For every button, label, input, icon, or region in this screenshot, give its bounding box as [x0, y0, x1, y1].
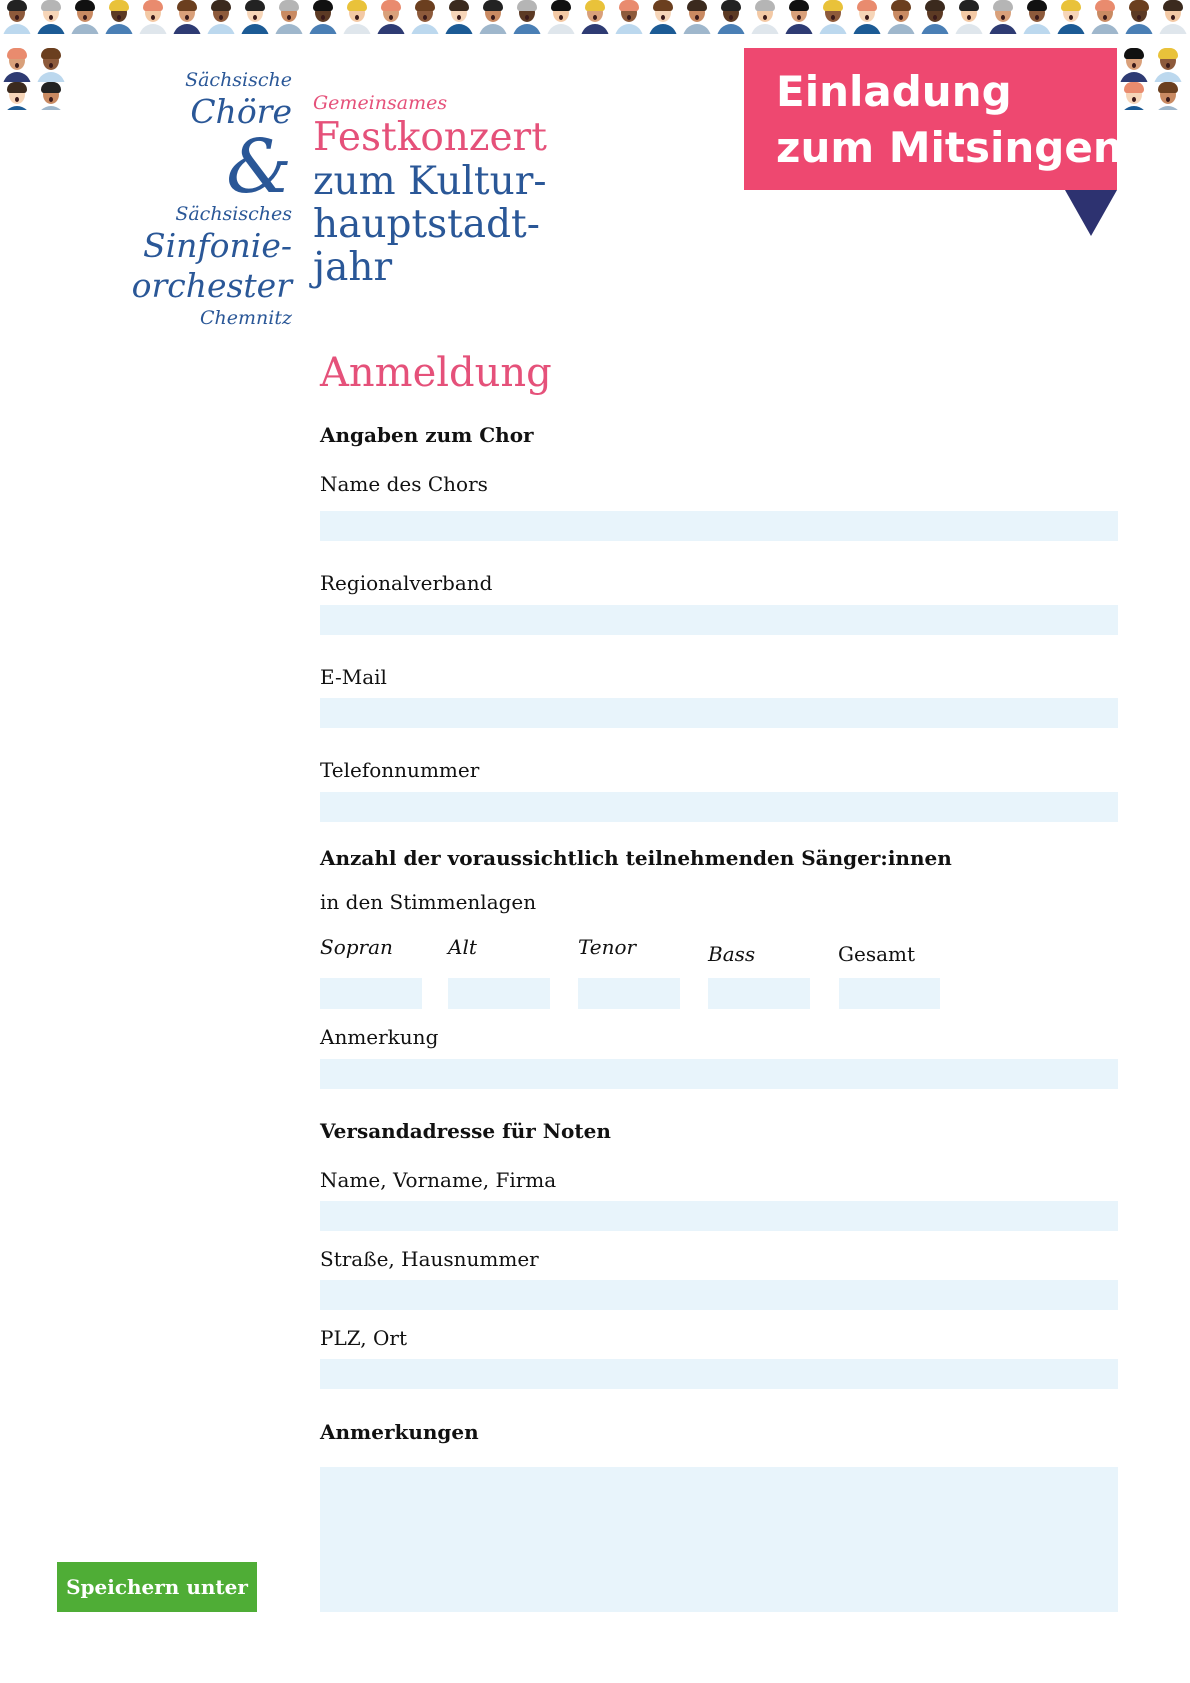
singer-face-icon — [612, 0, 646, 34]
title-line-1: Festkonzert — [313, 115, 547, 160]
singer-face-icon — [1088, 0, 1122, 34]
banner-line-1: Einladung — [776, 67, 1012, 116]
alt-input[interactable] — [448, 978, 550, 1009]
notes-section-heading: Anmerkungen — [320, 1420, 479, 1444]
singers-section-heading: Anzahl der voraussichtlich teilnehmenden Sänger:innen — [320, 846, 952, 870]
address-name-label: Name, Vorname, Firma — [320, 1168, 557, 1192]
phone-label: Telefonnummer — [320, 758, 480, 782]
singer-face-icon — [816, 0, 850, 34]
singer-face-icon — [782, 0, 816, 34]
total-label: Gesamt — [838, 942, 916, 966]
singer-face-icon — [272, 0, 306, 34]
singer-face-icon — [238, 0, 272, 34]
title-line-3: hauptstadt- — [313, 202, 540, 247]
singer-face-icon — [748, 0, 782, 34]
singer-face-icon — [0, 0, 34, 34]
concert-title — [313, 90, 547, 289]
bass-input[interactable] — [708, 978, 810, 1009]
singer-face-icon — [510, 0, 544, 34]
singer-face-icon — [34, 82, 68, 110]
regional-input[interactable] — [320, 605, 1118, 635]
save-as-button[interactable]: Speichern unter — [57, 1562, 257, 1612]
title-line-4: jahr — [313, 245, 393, 290]
regional-label: Regionalverband — [320, 571, 493, 595]
singer-face-icon — [136, 0, 170, 34]
singer-face-icon — [34, 48, 68, 82]
singer-face-icon — [1020, 0, 1054, 34]
notes-textarea[interactable] — [320, 1467, 1118, 1612]
alt-label: Alt — [448, 935, 477, 959]
singer-face-icon — [34, 0, 68, 34]
singer-face-icon — [1117, 48, 1151, 82]
logo-line-2: Chöre — [190, 92, 292, 131]
city-label: PLZ, Ort — [320, 1326, 407, 1350]
title-kicker: Gemeinsames — [313, 92, 448, 114]
total-input[interactable] — [839, 978, 940, 1009]
street-input[interactable] — [320, 1280, 1118, 1310]
invitation-banner — [744, 48, 1123, 190]
singer-face-icon — [442, 0, 476, 34]
banner-line-2: zum Mitsingen — [776, 123, 1123, 172]
singer-face-icon — [476, 0, 510, 34]
title-line-2: zum Kultur- — [313, 159, 547, 204]
organizer-logo — [132, 68, 292, 330]
singer-face-icon — [306, 0, 340, 34]
choir-name-input[interactable] — [320, 511, 1118, 541]
singer-face-icon — [884, 0, 918, 34]
singer-face-icon — [1117, 82, 1151, 110]
singer-face-icon — [918, 0, 952, 34]
singer-face-icon — [986, 0, 1020, 34]
singer-face-icon — [102, 0, 136, 34]
singers-pattern-left — [0, 48, 72, 110]
tenor-input[interactable] — [578, 978, 680, 1009]
phone-input[interactable] — [320, 792, 1118, 822]
singer-face-icon — [544, 0, 578, 34]
email-label: E-Mail — [320, 665, 387, 689]
sopran-label: Sopran — [320, 935, 393, 959]
address-section-heading: Versandadresse für Noten — [320, 1119, 611, 1143]
singer-face-icon — [850, 0, 884, 34]
voices-intro-label: in den Stimmenlagen — [320, 890, 537, 914]
choir-name-label: Name des Chors — [320, 472, 488, 496]
remark-input[interactable] — [320, 1059, 1118, 1089]
singer-face-icon — [0, 82, 34, 110]
city-input[interactable] — [320, 1359, 1118, 1389]
singer-face-icon — [1122, 0, 1156, 34]
singers-pattern-top — [0, 0, 1190, 48]
singer-face-icon — [68, 0, 102, 34]
logo-line-4: Sinfonie- — [143, 226, 292, 265]
singer-face-icon — [1151, 82, 1185, 110]
ampersand-icon: & — [226, 124, 292, 210]
singer-face-icon — [1054, 0, 1088, 34]
logo-line-1: Sächsische — [185, 69, 292, 91]
singer-face-icon — [646, 0, 680, 34]
logo-line-3: Sächsisches — [175, 203, 292, 225]
banner-tip-icon — [1065, 190, 1117, 236]
singer-face-icon — [340, 0, 374, 34]
singer-face-icon — [1151, 48, 1185, 82]
street-label: Straße, Hausnummer — [320, 1247, 539, 1271]
singer-face-icon — [0, 48, 34, 82]
choir-section-heading: Angaben zum Chor — [320, 423, 534, 447]
sopran-input[interactable] — [320, 978, 422, 1009]
singer-face-icon — [680, 0, 714, 34]
singer-face-icon — [714, 0, 748, 34]
remark-label: Anmerkung — [320, 1025, 439, 1049]
form-heading: Anmeldung — [320, 350, 552, 396]
singer-face-icon — [374, 0, 408, 34]
singer-face-icon — [1156, 0, 1190, 34]
singer-face-icon — [952, 0, 986, 34]
singer-face-icon — [170, 0, 204, 34]
singer-face-icon — [578, 0, 612, 34]
singer-face-icon — [408, 0, 442, 34]
logo-line-5: orchester — [131, 266, 292, 305]
address-name-input[interactable] — [320, 1201, 1118, 1231]
logo-line-6: Chemnitz — [200, 307, 292, 329]
singers-pattern-right — [1117, 48, 1190, 110]
bass-label: Bass — [708, 942, 756, 966]
tenor-label: Tenor — [578, 935, 637, 959]
email-input[interactable] — [320, 698, 1118, 728]
singer-face-icon — [204, 0, 238, 34]
